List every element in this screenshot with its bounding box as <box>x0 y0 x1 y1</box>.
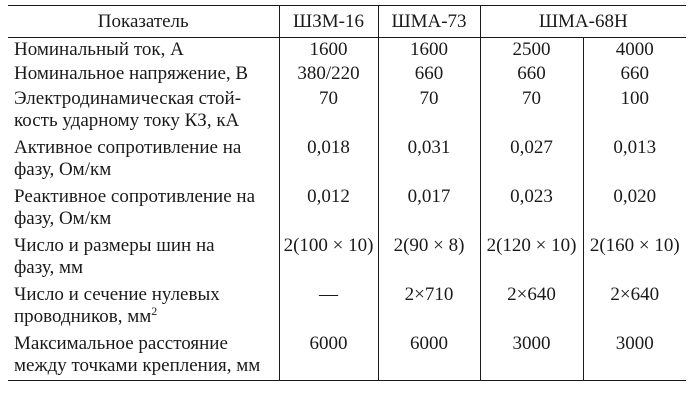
label-line: Реактивное сопротивление на <box>14 186 255 207</box>
cell-value: 70 <box>480 87 583 136</box>
table-row <box>8 283 686 332</box>
row-label-active-resistance <box>8 136 279 185</box>
label-line: Активное сопротивление на <box>14 137 242 158</box>
label-line: Максимальное расстояние <box>14 333 228 354</box>
cell-value: 70 <box>378 87 480 136</box>
row-label-reactive-resistance <box>8 185 279 234</box>
cell-value: 660 <box>378 62 480 87</box>
cell-value: 0,023 <box>480 185 583 234</box>
cell-value: 0,027 <box>480 136 583 185</box>
cell-value: 2(160 × 10) <box>583 234 686 283</box>
cell-value: 380/220 <box>279 62 378 87</box>
row-label-rated-voltage: Номинальное напряжение, В <box>14 63 249 84</box>
cell-value: 2×640 <box>583 283 686 332</box>
cell-value: 0,013 <box>583 136 686 185</box>
label-line: фазу, Ом/км <box>14 159 112 180</box>
cell-value: 0,018 <box>279 136 378 185</box>
cell-value: 100 <box>583 87 686 136</box>
cell-value: 6000 <box>279 332 378 381</box>
cell-value: 660 <box>480 62 583 87</box>
row-label-neutral-conductors <box>8 283 279 332</box>
header-shma-73: ШМА-73 <box>378 6 480 38</box>
table-row <box>8 62 686 87</box>
table-row <box>8 87 686 136</box>
superscript: 2 <box>151 304 158 318</box>
row-label-dynamic-resistance <box>8 87 279 136</box>
row-label-busbar-dimensions <box>8 234 279 283</box>
label-line: фазу, мм <box>14 257 83 278</box>
cell-value: 3000 <box>583 332 686 381</box>
table-row <box>8 136 686 185</box>
label-line: между точками крепления, мм <box>14 355 261 376</box>
label-line: Число и размеры шин на <box>14 235 215 256</box>
row-label-max-mount-distance <box>8 332 279 381</box>
cell-value: 2×710 <box>378 283 480 332</box>
table-header-row <box>8 6 686 38</box>
cell-value: 2×640 <box>480 283 583 332</box>
table-row <box>8 234 686 283</box>
busbar-spec-table <box>8 5 686 381</box>
label-line: Электродинамическая стой- <box>14 88 242 109</box>
label-line: Число и сечение нулевых <box>14 284 220 305</box>
label-line <box>14 306 279 328</box>
cell-value: 0,012 <box>279 185 378 234</box>
label-line: кость ударному току КЗ, кА <box>14 110 240 131</box>
cell-value: 4000 <box>583 38 686 63</box>
table-row <box>8 332 686 381</box>
cell-value: 3000 <box>480 332 583 381</box>
header-shma-68n: ШМА-68Н <box>480 6 686 38</box>
label-line-text: проводников, мм <box>14 306 152 327</box>
cell-value: 0,031 <box>378 136 480 185</box>
row-label-rated-current: Номинальный ток, А <box>14 39 184 60</box>
header-shzm-16: ШЗМ-16 <box>279 6 378 38</box>
table-row <box>8 185 686 234</box>
cell-value: 1600 <box>378 38 480 63</box>
cell-value: — <box>279 283 378 332</box>
cell-value: 6000 <box>378 332 480 381</box>
cell-value: 70 <box>279 87 378 136</box>
table-row <box>8 38 686 63</box>
cell-value: 2(120 × 10) <box>480 234 583 283</box>
cell-value: 2(90 × 8) <box>378 234 480 283</box>
cell-value: 660 <box>583 62 686 87</box>
label-line: фазу, Ом/км <box>14 208 112 229</box>
cell-value: 2500 <box>480 38 583 63</box>
cell-value: 0,017 <box>378 185 480 234</box>
cell-value: 2(100 × 10) <box>279 234 378 283</box>
cell-value: 1600 <box>279 38 378 63</box>
header-parameter: Показатель <box>8 6 279 38</box>
cell-value: 0,020 <box>583 185 686 234</box>
